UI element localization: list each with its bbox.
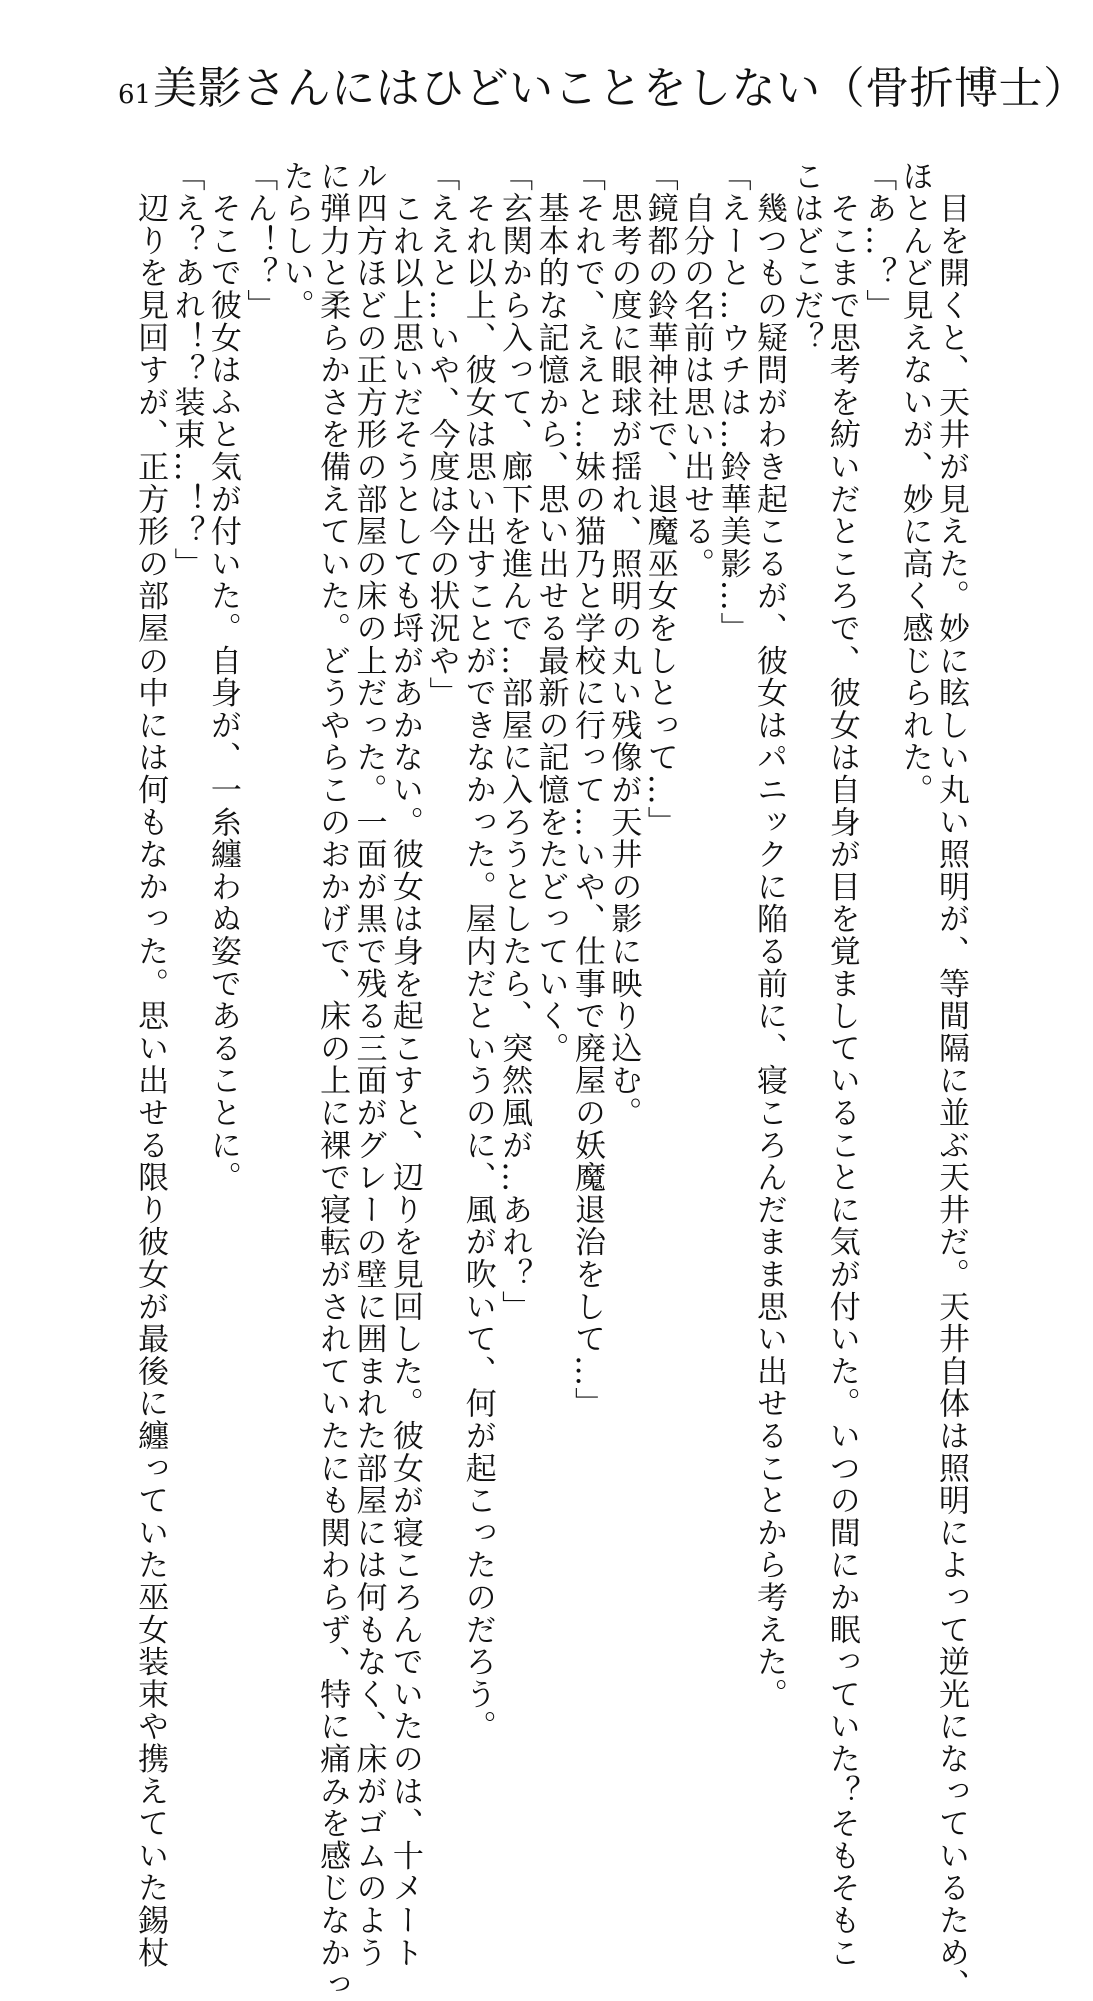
text-line: たらしい。 (277, 160, 314, 322)
text-line: 幾つもの疑問がわき起こるが、彼女はパニックに陥る前に、寝ころんだまま思い出せることから考えた。 (750, 160, 787, 1711)
text-line: そこまで思考を紡いだところで、彼女は自身が目を覚ましていることに気が付いた。いつの間にか眠っていた？そもそもこ (823, 160, 860, 1969)
vertical-body-text (129, 160, 969, 2001)
text-line: ほとんど見えないが、妙に高く感じられた。 (896, 160, 933, 806)
text-line: 思考の度に眼球が揺れ、照明の丸い残像が天井の影に映り込む。 (605, 160, 642, 1129)
text-line: 「あ…？」 (860, 160, 897, 322)
text-line: 「ん！？」 (241, 160, 278, 322)
text-line: 「玄関から入って、廊下を進んで…部屋に入ろうとしたら、突然風が…あれ？」 (496, 160, 533, 1323)
text-line: に弾力と柔らかさを備えていた。どうやらこのおかげで、床の上に裸で寝転がされていたにも関わらず、特に痛みを感じなかっ (314, 160, 351, 2001)
text-line: 辺りを見回すが、正方形の部屋の中には何もなかった。思い出せる限り彼女が最後に纏っていた巫女装束や携えていた錫杖 (132, 160, 169, 1969)
text-line: 「それで、ええと…妹の猫乃と学校に行って…いや、仕事で廃屋の妖魔退治をして…」 (568, 160, 605, 1420)
text-line: それ以上、彼女は思い出すことができなかった。屋内だというのに、風が吹いて、何が起こったのだろう。 (459, 160, 496, 1743)
text-line: そこで彼女はふと気が付いた。自身が、一糸纏わぬ姿であることに。 (204, 160, 241, 1194)
text-line: 「鏡都の鈴華神社で、退魔巫女をしとって…」 (641, 160, 678, 839)
text-line: 目を開くと、天井が見えた。妙に眩しい丸い照明が、等間隔に並ぶ天井だ。天井自体は照明によって逆光になっているため、 (933, 160, 969, 2001)
chapter-number: 61 (118, 80, 152, 110)
text-line: 自分の名前は思い出せる。 (678, 160, 715, 580)
text-line: ル四方ほどの正方形の部屋の床の上だった。一面が黒で残る三面がグレーの壁に囲まれた部屋には何もなく、床がゴムのよう (350, 160, 387, 1969)
text-line: 「ええと…いや、今度は今の状況や」 (423, 160, 460, 710)
text-line: 基本的な記憶から、思い出せる最新の記憶をたどっていく。 (532, 160, 569, 1065)
chapter-heading (118, 52, 1088, 116)
text-line: 「え？あれ！？装束…！？」 (168, 160, 205, 580)
text-line: こはどこだ？ (787, 160, 824, 354)
chapter-title: 美影さんにはひどいことをしない（骨折博士） (153, 63, 1088, 114)
text-line: これ以上思いだそうとしても埒があかない。彼女は身を起こすと、辺りを見回した。彼女が寝ころんでいたのは、十メート (386, 160, 423, 1969)
text-line: 「えーと…ウチは…鈴華美影…」 (714, 160, 751, 645)
